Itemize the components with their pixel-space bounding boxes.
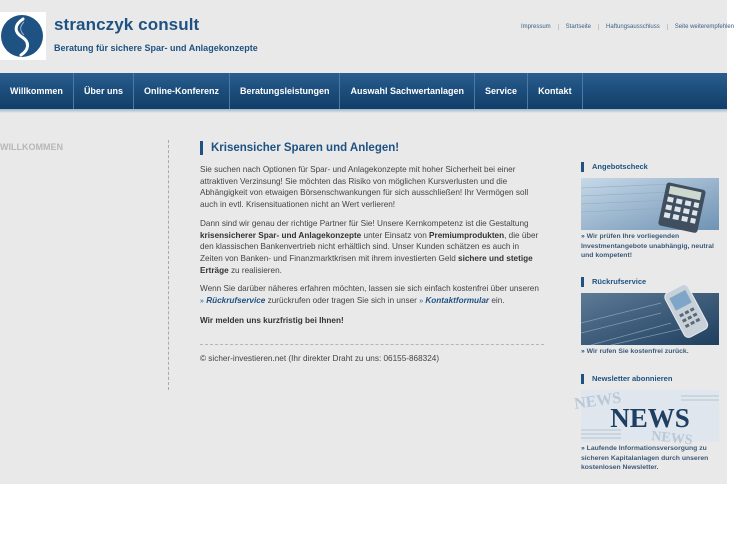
double-chevron-icon: » — [581, 348, 585, 355]
top-link-haftungsausschluss[interactable]: Haftungsausschluss — [598, 24, 667, 30]
nav-shadow — [0, 109, 727, 113]
highlight-text: Premiumprodukten — [429, 230, 505, 240]
top-links — [514, 24, 741, 30]
nav-item-beratungsleistungen[interactable]: Beratungsleistungen — [230, 73, 341, 109]
page-title: Krisensicher Sparen und Anlegen! — [200, 141, 544, 155]
text-span: zu realisieren. — [228, 265, 282, 275]
intro-paragraph: Sie suchen nach Optionen für Spar- und Anlagekonzepte mit hoher Sicherheit bei einer attraktiven Verzinsung! Sie möchten das Risiko von möglichen Kursverlusten und die Abhängigkeit von etwaigen Börsenschwankungen für sich ausschließen! Ihr Vermögen soll auch in evtl. Krisensituationen nicht an Wert verlieren! — [200, 165, 529, 210]
caption-text: Laufende Informationsversorgung zu sicheren Kapitalanlagen durch unseren kostenlosen Newsletter. — [581, 445, 709, 472]
rueckrufservice-link[interactable]: Rückrufservice — [206, 296, 266, 306]
top-link-weiterempfehlen[interactable]: Seite weiterempfehlen — [667, 24, 741, 30]
highlight-text: krisensicherer Spar- und Anlagekonzepte — [200, 230, 362, 240]
sidebar-box-title[interactable]: Newsletter abonnieren — [581, 374, 719, 384]
text-span: zurückrufen oder tragen Sie sich in unser — [265, 296, 420, 306]
text-span: , die über den klassischen Bankenvertrieb nicht erhältlich sind. Unser Kunden schätzen es auch in Zeiten von Banken- und Finanzmarktkrisen mit ihrem investierten Geld — [200, 230, 539, 263]
svg-text:NEWS: NEWS — [573, 389, 623, 413]
nav-item-sachwertanlagen[interactable]: Auswahl Sachwertanlagen — [340, 73, 475, 109]
sidebar-box-rueckrufservice — [581, 277, 719, 357]
sidebar-box-caption[interactable] — [581, 444, 719, 473]
text-span: Wenn Sie darüber näheres erfahren möchten, lassen sie sich einfach kostenfrei über unseren — [200, 284, 539, 294]
column-divider — [168, 140, 169, 390]
double-chevron-icon: » — [581, 445, 585, 452]
caption-text: Wir rufen Sie kostenfrei zurück. — [586, 348, 689, 355]
left-section-heading: WILLKOMMEN — [0, 142, 63, 152]
news-image-text: NEWS — [610, 403, 690, 433]
top-link-startseite[interactable]: Startseite — [558, 24, 598, 30]
sidebar-box-title[interactable]: Angebotscheck — [581, 162, 719, 172]
nav-item-service[interactable]: Service — [475, 73, 528, 109]
calculator-image[interactable] — [581, 178, 719, 230]
footer-copyright: © sicher-investieren.net (Ihr direkter Draht zu uns: 06155-868324) — [200, 354, 440, 364]
callback-note: Wir melden uns kurzfristig bei Ihnen! — [200, 315, 344, 325]
nav-item-ueber-uns[interactable]: Über uns — [74, 73, 134, 109]
svg-text:NEWS: NEWS — [650, 429, 694, 449]
nav-item-kontakt[interactable]: Kontakt — [528, 73, 583, 109]
partner-paragraph — [200, 218, 544, 277]
sidebar-box-title[interactable]: Rückrufservice — [581, 277, 719, 287]
sidebar-box-newsletter — [573, 374, 719, 473]
main-nav — [0, 73, 727, 109]
sidebar-box-caption[interactable] — [581, 347, 719, 357]
kontaktformular-link[interactable]: Kontaktformular — [425, 296, 490, 306]
text-span: unter Einsatz von — [361, 230, 430, 240]
double-chevron-icon: » — [200, 298, 204, 306]
logo-icon[interactable] — [0, 12, 46, 60]
nav-item-willkommen[interactable]: Willkommen — [0, 73, 74, 109]
contact-paragraph — [200, 283, 544, 307]
mobile-phone-image[interactable] — [581, 293, 719, 345]
top-link-impressum[interactable]: Impressum — [521, 24, 551, 30]
nav-item-online-konferenz[interactable]: Online-Konferenz — [134, 73, 230, 109]
caption-text: Wir prüfen Ihre vorliegenden Investmentangebote unabhängig, neutral und kompetent! — [581, 233, 714, 260]
content-divider — [200, 344, 544, 345]
text-span: Dann sind wir genau der richtige Partner für Sie! Unsere Kernkompetenz ist die Gestaltung — [200, 218, 529, 228]
sidebar-box-caption[interactable] — [581, 232, 719, 261]
news-image[interactable] — [573, 389, 719, 449]
text-span: ein. — [489, 296, 505, 306]
sidebar-box-angebotscheck — [581, 162, 719, 261]
double-chevron-icon: » — [581, 233, 585, 240]
brand-tagline: Beratung für sichere Spar- und Anlagekonzepte — [54, 43, 258, 53]
main-content — [200, 141, 544, 363]
double-chevron-icon: » — [419, 298, 424, 306]
highlight-text: sichere und stetige Erträge — [200, 253, 533, 275]
brand-title[interactable]: stranczyk consult — [54, 15, 200, 34]
